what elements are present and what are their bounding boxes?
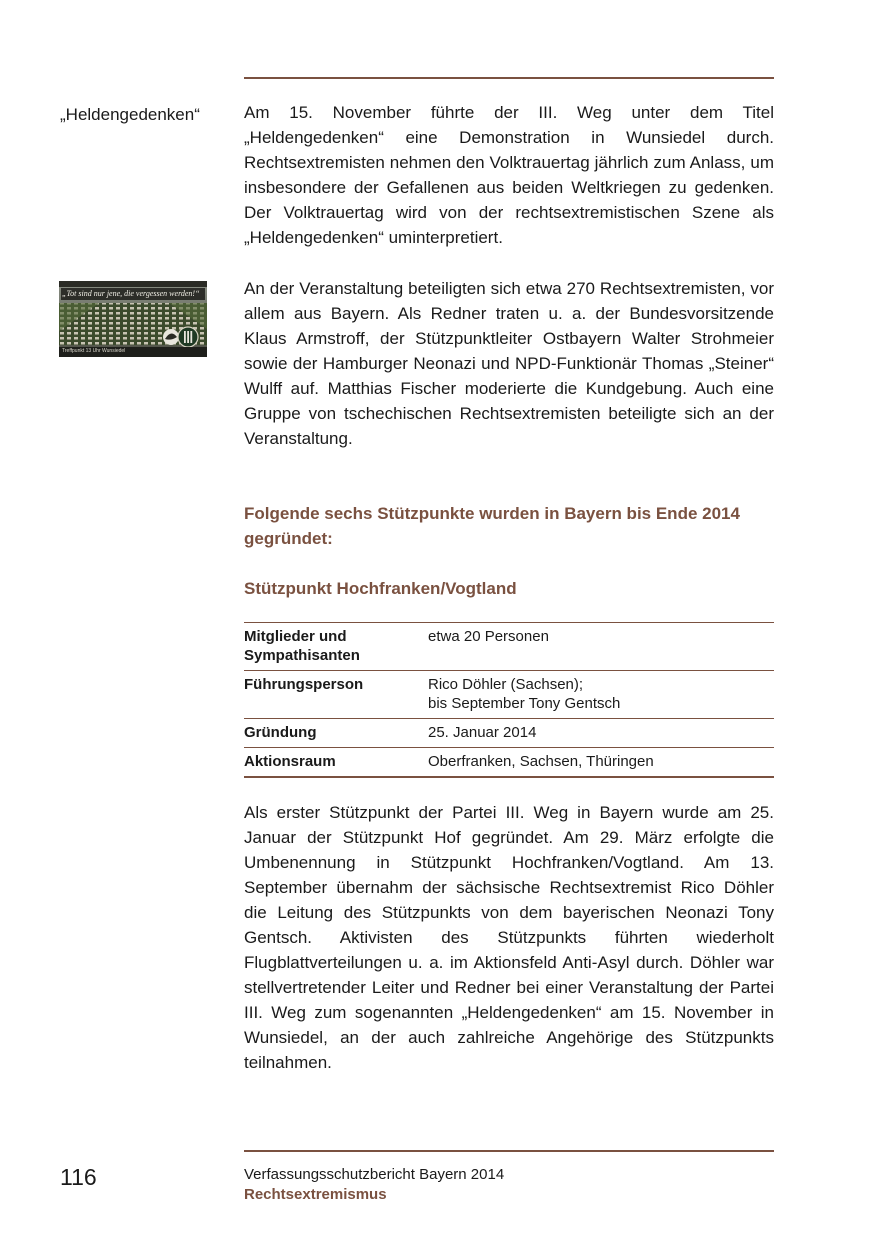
footer-section-name: Rechtsextremismus [244,1186,387,1203]
subsection-heading: Stützpunkt Hochfranken/Vogtland [244,579,517,598]
event-flyer-image [59,281,207,357]
table-label-cell [244,623,428,671]
paragraph-participants: An der Veranstaltung beteiligten sich etwa 270 Rechtsextremisten, vor allem aus Bayern. Als Redner traten u. a. der Bundesvorsitzende Klaus Armstroff, der Stützpunktleiter Ostbayern Walter Strohmeier sowie der Hamburger Neonazi und NPD-Funktionär Thomas „Steiner“ Wulff auf. Matthias Fischer moderierte die Kundgebung. Auch eine Gruppe von tschechischen Rechtsextremisten beteiligte sich an der Veranstaltung. [244,279,774,448]
stuetzpunkt-info-table [244,622,774,778]
value-line: Oberfranken, Sachsen, Thüringen [428,753,654,770]
section-heading: Folgende sechs Stützpunkte wurden in Bayern bis Ende 2014 gegründet: [244,504,740,548]
label-line: Führungsperson [244,676,364,693]
label-line: Mitglieder und [244,628,347,645]
table-value-cell [428,671,774,719]
value-line: 25. Januar 2014 [428,724,537,741]
table-label-cell [244,748,428,778]
paragraph-heldengedenken-demo: Am 15. November führte der III. Weg unter dem Titel „Heldengedenken“ eine Demonstration in Wunsiedel durch. Rechtsextremisten nehmen den Volktrauertag jährlich zum Anlass, um insbesondere der Gefallenen aus beiden Weltkriegen zu gedenken. Der Volktrauertag wird von der rechtsextremistischen Szene als „Heldengedenken“ uminterpretiert. [244,103,774,247]
table-row [244,671,774,719]
table-label-cell [244,671,428,719]
table-value-cell [428,719,774,748]
label-line: Sympathisanten [244,647,360,664]
table-row [244,748,774,778]
footer-report-title: Verfassungsschutzbericht Bayern 2014 [244,1166,505,1183]
value-line: etwa 20 Personen [428,628,549,645]
table-value-cell [428,748,774,778]
table-row [244,719,774,748]
value-line: bis September Tony Gentsch [428,695,621,712]
table-value-cell [428,623,774,671]
margin-label-heldengedenken: „Heldengedenken“ [60,105,200,124]
flyer-caption: Treffpunkt 13 Uhr Wunsiedel [62,348,126,354]
page-number: 116 [60,1164,97,1190]
label-line: Aktionsraum [244,753,336,770]
paragraph-stuetzpunkt-history: Als erster Stützpunkt der Partei III. Weg in Bayern wurde am 25. Januar der Stützpunkt Hof gegründet. Am 29. März erfolgte die Umbenennung in Stützpunkt Hochfranken/Vogtland. Am 13. September übernahm der sächsische Rechtsextremist Rico Döhler die Leitung des Stützpunkts von dem bayerischen Neonazi Tony Gentsch. Aktivisten des Stützpunkts führten wiederholt Flugblattverteilungen u. a. im Aktionsfeld Anti-Asyl durch. Döhler war stellvertretender Leiter und Redner bei einer Veranstaltung der Partei III. Weg zum sogenannten „Heldengedenken“ am 15. November in Wunsiedel, an der auch zahlreiche Angehörige des Stützpunkts teilnahmen. [244,803,774,1072]
value-line: Rico Döhler (Sachsen); [428,676,584,693]
footer-rule [244,1150,774,1152]
table-row [244,623,774,671]
table-label-cell [244,719,428,748]
label-line: Gründung [244,724,317,741]
flyer-slogan: „Tot sind nur jene, die vergessen werden!“ [62,289,200,298]
header-rule [244,77,774,79]
